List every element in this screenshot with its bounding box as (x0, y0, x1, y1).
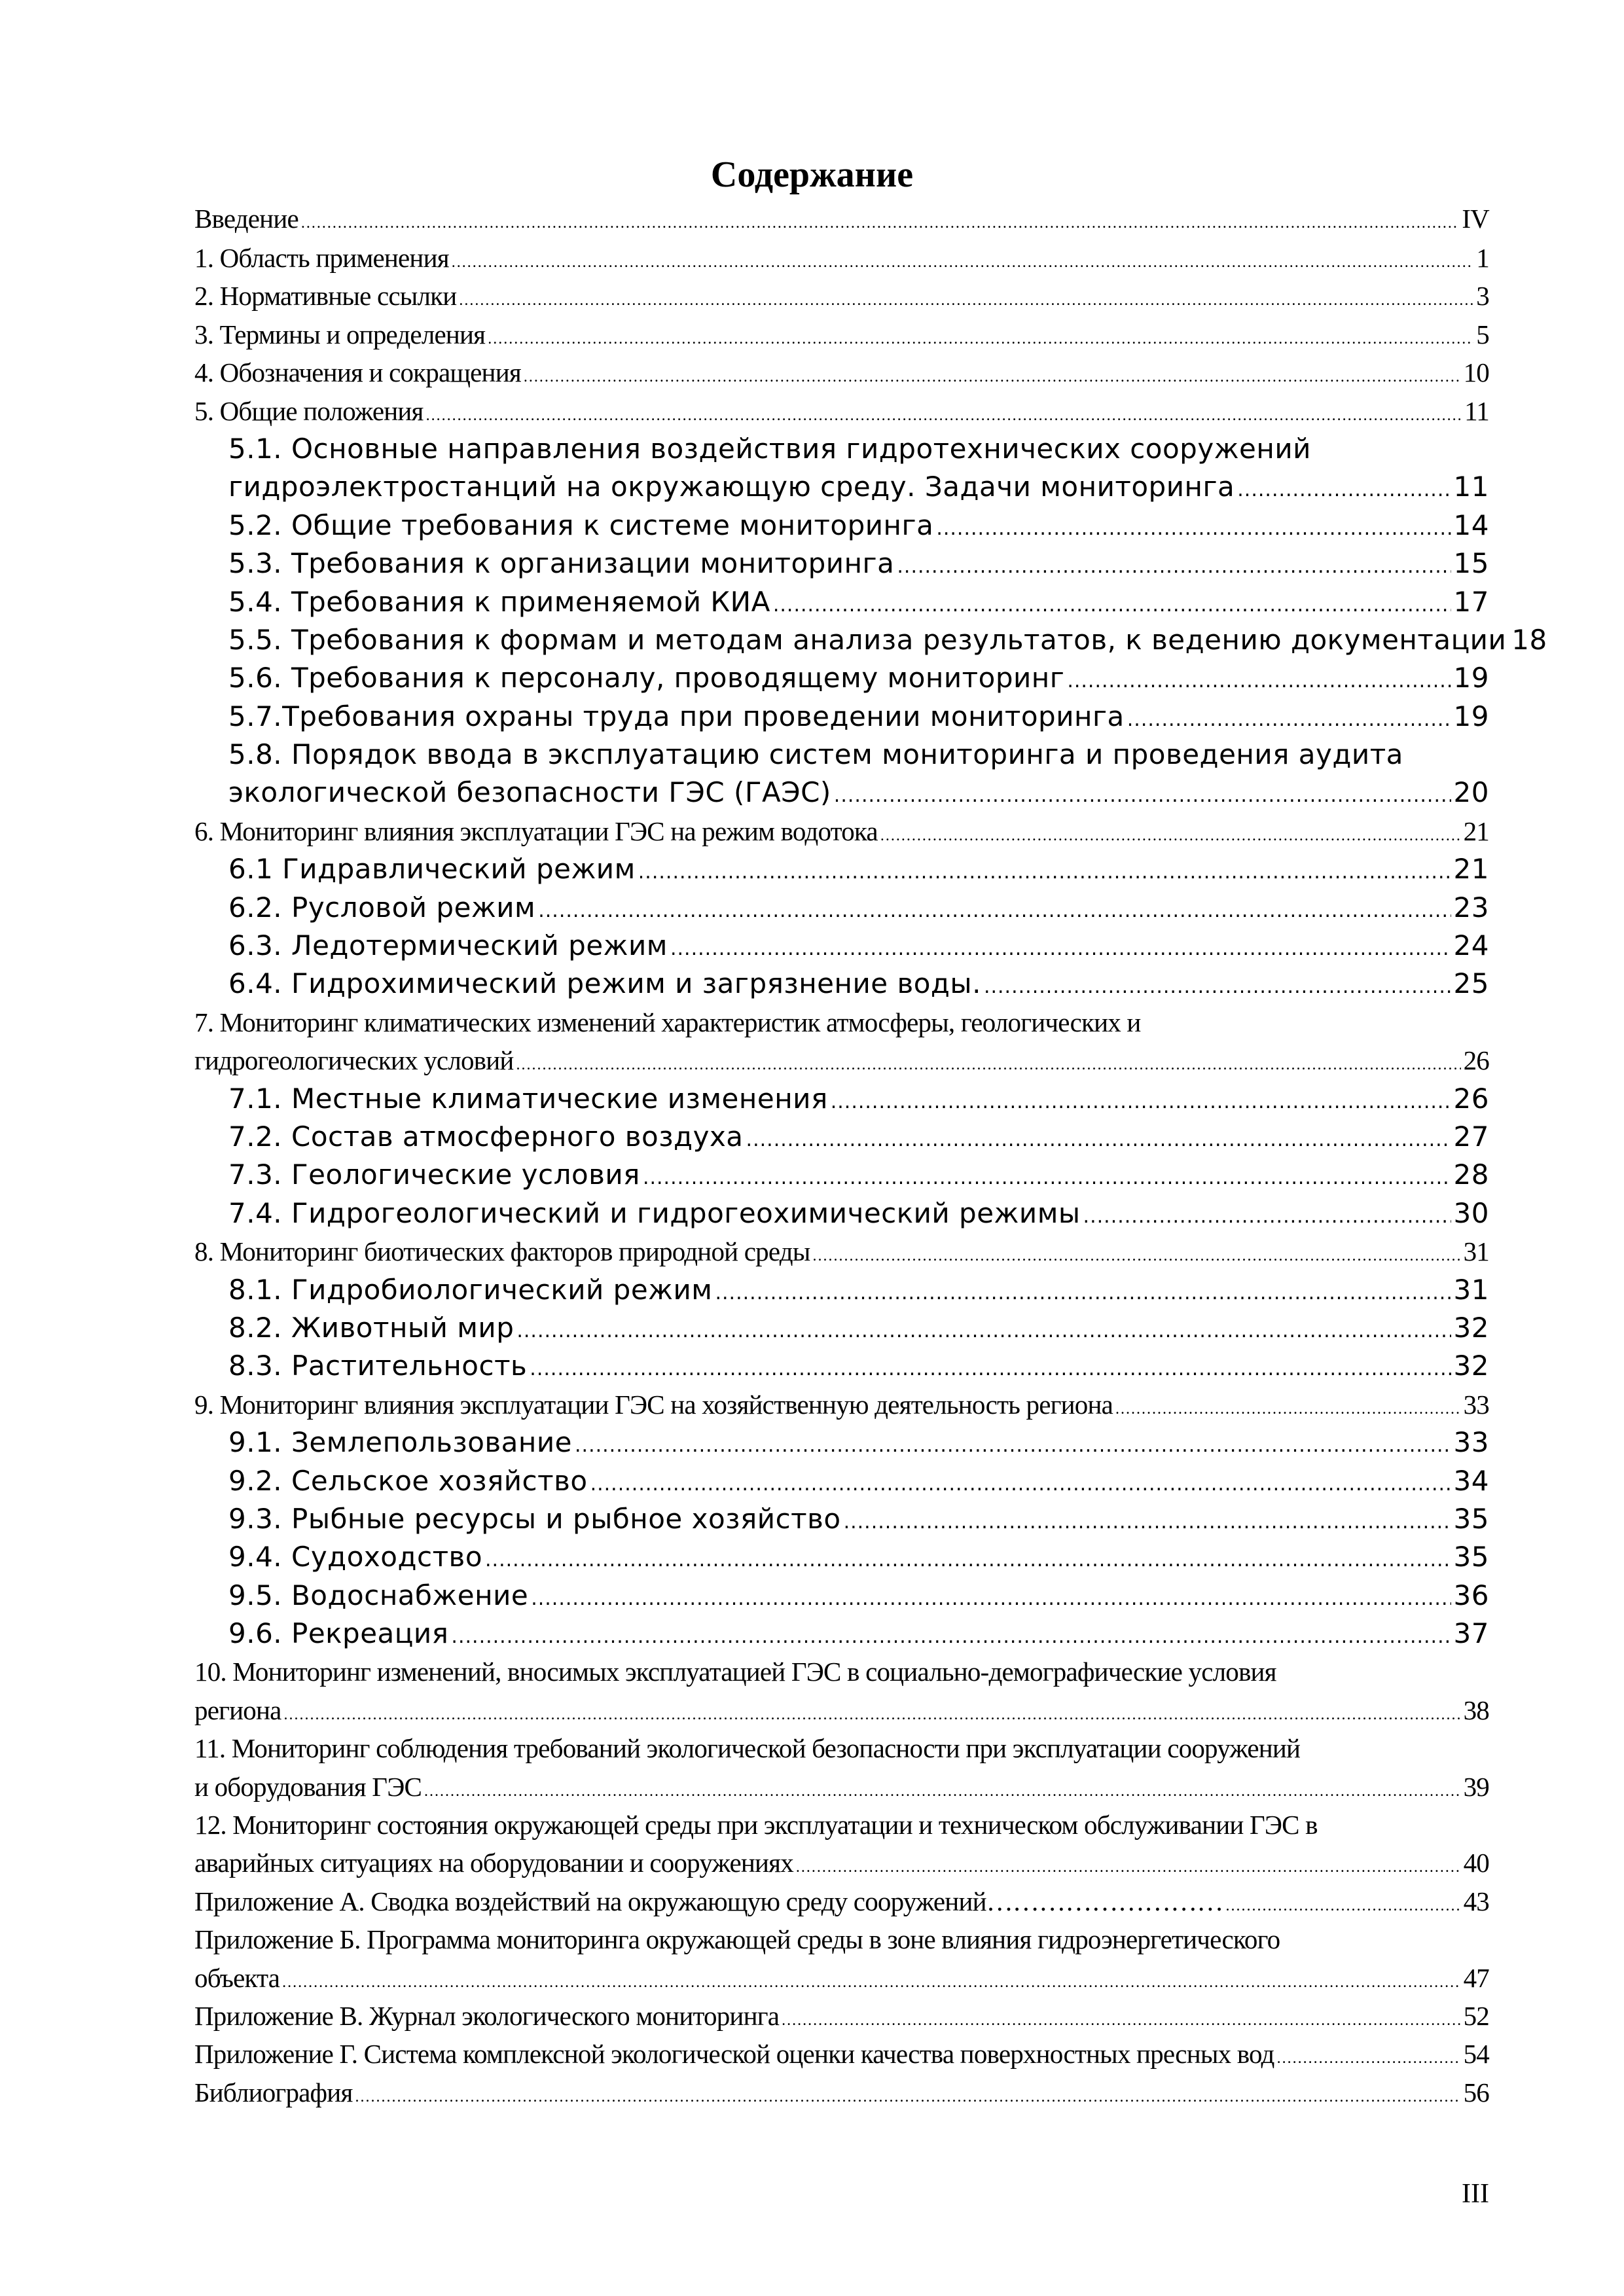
dot-leader (530, 1350, 1451, 1388)
toc-entry-page: 40 (1463, 1848, 1489, 1878)
toc-entry-page: 21 (1463, 816, 1489, 846)
toc-entry-title: Приложение В. Журнал экологического мониторинга (194, 2000, 780, 2031)
toc-entry[interactable] (194, 1232, 1489, 1270)
toc-entry[interactable] (194, 430, 1489, 468)
toc-entry-page: 35 (1453, 1502, 1489, 1535)
dot-leader (984, 968, 1451, 1006)
toc-entry-title: 7.4. Гидрогеологический и гидрогеохимический режимы (228, 1196, 1081, 1229)
toc-entry-page: 17 (1453, 585, 1489, 618)
dot-leader (813, 1237, 1461, 1275)
toc-entry-page: 31 (1463, 1236, 1489, 1267)
toc-entry[interactable] (194, 1729, 1489, 1767)
toc-entry[interactable] (194, 1309, 1489, 1347)
dot-leader (1083, 1198, 1451, 1236)
toc-entry-title: гидроэлектростанций на окружающую среду. Задачи мониторинга (228, 471, 1235, 503)
dot-leader (936, 510, 1451, 548)
toc-entry[interactable] (194, 1424, 1489, 1462)
toc-entry[interactable] (194, 545, 1489, 583)
toc-entry[interactable] (194, 1806, 1489, 1844)
toc-entry-page: 34 (1453, 1464, 1489, 1497)
toc-entry-page: 54 (1463, 2039, 1489, 2070)
toc-entry[interactable] (194, 1347, 1489, 1385)
toc-entry-page: 3 (1476, 281, 1489, 312)
toc-entry-page: 21 (1453, 853, 1489, 886)
toc-entry-title: 6.2. Русловой режим (228, 891, 536, 924)
dot-leader (538, 892, 1451, 930)
toc-entry-title: 8.3. Растительность (228, 1350, 528, 1382)
toc-entry-title: 9.4. Судоходство (228, 1541, 483, 1573)
toc-entry[interactable] (194, 1768, 1489, 1806)
toc-entry[interactable] (194, 1462, 1489, 1500)
toc-entry-page: 39 (1463, 1771, 1489, 1802)
toc-entry-page: 32 (1453, 1350, 1489, 1382)
dot-leader (1115, 1390, 1461, 1428)
toc-entry[interactable] (194, 889, 1489, 927)
table-of-contents (194, 200, 1547, 2111)
toc-entry-page: 20 (1453, 776, 1489, 809)
toc-entry-title: 5.2. Общие требования к системе мониторинга (228, 509, 934, 541)
dot-leader (488, 320, 1473, 358)
toc-entry[interactable] (194, 621, 1547, 659)
toc-entry-title: 9.5. Водоснабжение (228, 1579, 529, 1611)
toc-entry-title: 7.2. Состав атмосферного воздуха (228, 1120, 744, 1153)
toc-entry-title: 5.8. Порядок ввода в эксплуатацию систем мониторинга и проведения аудита (228, 738, 1403, 771)
toc-entry-title: 6.3. Ледотермический режим (228, 929, 668, 962)
toc-entry-title: экологической безопасности ГЭС (ГАЭС) (228, 776, 831, 809)
toc-entry[interactable] (194, 1920, 1489, 1958)
toc-entry[interactable] (194, 468, 1489, 506)
toc-entry[interactable] (194, 277, 1489, 315)
toc-entry-title: региона (194, 1695, 281, 1725)
dot-leader (1226, 1887, 1461, 1925)
toc-entry-page: 43 (1463, 1886, 1489, 1916)
toc-entry-title: 5.7.Требования охраны труда при проведении мониторинга (228, 700, 1125, 732)
dot-leader (1067, 662, 1451, 700)
toc-entry-title: 8.1. Гидробиологический режим (228, 1273, 713, 1306)
toc-entry-title: 9.1. Землепользование (228, 1426, 572, 1459)
toc-entry[interactable] (194, 583, 1489, 621)
dot-leader (831, 1083, 1451, 1121)
toc-entry-page: 31 (1453, 1273, 1489, 1306)
toc-entry-page: 19 (1453, 700, 1489, 732)
toc-entry[interactable] (194, 1997, 1489, 2035)
toc-entry-title: 4. Обозначения и сокращения (194, 357, 521, 388)
toc-entry-title: 6.4. Гидрохимический режим и загрязнение воды. (228, 967, 981, 1000)
toc-entry[interactable] (194, 1653, 1489, 1691)
toc-entry[interactable] (194, 239, 1489, 277)
toc-entry-page: 37 (1453, 1617, 1489, 1650)
toc-entry-page: 1 (1476, 243, 1489, 273)
dot-leader (301, 204, 1459, 242)
dot-leader (590, 1465, 1451, 1503)
page-title: Содержание (710, 154, 914, 195)
toc-entry-title: Приложение Г. Система комплексной экологической оценки качества поверхностных пресных вод (194, 2039, 1274, 2070)
dot-leader (1277, 2039, 1461, 2077)
toc-entry-title: 6. Мониторинг влияния эксплуатации ГЭС на режим водотока (194, 816, 878, 846)
toc-entry-page: 14 (1453, 509, 1489, 541)
toc-entry-title: 5. Общие положения (194, 395, 424, 426)
toc-entry-title: 7. Мониторинг климатических изменений характеристик атмосферы, геологических и (194, 1007, 1141, 1037)
toc-entry-page: 18 (1511, 623, 1547, 656)
toc-entry-page: 5 (1476, 319, 1489, 350)
toc-entry-title: 7.3. Геологические условия (228, 1158, 640, 1191)
toc-entry[interactable] (194, 1882, 1489, 1920)
dot-leader (284, 1696, 1461, 1734)
toc-entry[interactable] (194, 507, 1489, 545)
toc-entry-title: 12. Мониторинг состояния окружающей среды при эксплуатации и техническом обслуживании ГЭС в (194, 1810, 1318, 1840)
toc-entry-title: 3. Термины и определения (194, 319, 486, 350)
toc-entry[interactable] (194, 1959, 1489, 1997)
toc-entry[interactable] (194, 1003, 1489, 1041)
toc-entry[interactable] (194, 1080, 1489, 1118)
toc-entry-title: 9.3. Рыбные ресурсы и рыбное хозяйство (228, 1502, 841, 1535)
dot-leader (516, 1046, 1461, 1084)
toc-entry-page: 23 (1453, 891, 1489, 924)
toc-entry-title: 5.1. Основные направления воздействия гидротехнических сооружений (228, 432, 1311, 465)
toc-entry[interactable] (194, 1041, 1489, 1079)
dot-leader (796, 1848, 1461, 1886)
toc-entry-page: 11 (1464, 395, 1489, 426)
dot-leader (282, 1964, 1460, 2001)
toc-entry-title: 5.3. Требования к организации мониторинга (228, 547, 895, 580)
toc-entry-page: IV (1462, 204, 1489, 234)
dot-leader (773, 586, 1451, 624)
toc-entry-page: 35 (1453, 1541, 1489, 1573)
toc-entry[interactable] (194, 927, 1489, 965)
toc-entry-page: 32 (1453, 1311, 1489, 1344)
toc-entry-title: 9. Мониторинг влияния эксплуатации ГЭС на хозяйственную деятельность региона (194, 1389, 1113, 1420)
toc-entry[interactable] (194, 353, 1489, 391)
toc-entry-page: 26 (1453, 1082, 1489, 1115)
toc-entry-title: и оборудования ГЭС (194, 1771, 422, 1802)
dot-leader (638, 853, 1451, 891)
toc-entry-title: 1. Область применения (194, 243, 449, 273)
dot-leader (426, 397, 1462, 435)
dot-leader (451, 1618, 1451, 1656)
toc-entry-title: Приложение Б. Программа мониторинга окружающей среды в зоне влияния гидроэнергетического (194, 1924, 1280, 1955)
toc-entry-title: 2. Нормативные ссылки (194, 281, 457, 312)
dot-leader (844, 1503, 1451, 1541)
toc-entry[interactable] (194, 698, 1489, 736)
dot-leader (424, 1772, 1461, 1810)
toc-entry-page: 38 (1463, 1695, 1489, 1725)
toc-entry-title: Введение (194, 204, 298, 234)
toc-entry[interactable] (194, 774, 1489, 812)
toc-entry-title: 5.6. Требования к персоналу, проводящему мониторинг (228, 662, 1065, 694)
toc-entry-title: 5.5. Требования к формам и методам анализа результатов, к ведению документации (228, 623, 1507, 656)
toc-entry[interactable] (194, 1844, 1489, 1882)
toc-entry-title: объекта (194, 1962, 280, 1993)
toc-entry-title: 5.4. Требования к применяемой КИА (228, 585, 770, 618)
toc-entry[interactable] (194, 850, 1489, 888)
toc-entry-page: 10 (1463, 357, 1489, 388)
toc-entry-title: Библиография (194, 2077, 353, 2108)
toc-entry[interactable] (194, 812, 1489, 850)
toc-entry-page: 15 (1453, 547, 1489, 580)
toc-entry-page: 33 (1463, 1389, 1489, 1420)
toc-entry-title: 9.2. Сельское хозяйство (228, 1464, 588, 1497)
toc-entry-page: 19 (1453, 662, 1489, 694)
dot-leader (452, 243, 1474, 281)
dot-leader (643, 1159, 1451, 1197)
toc-entry-page: 52 (1463, 2000, 1489, 2031)
toc-entry-page: 27 (1453, 1120, 1489, 1153)
toc-entry-page: 30 (1453, 1196, 1489, 1229)
toc-entry-title: 7.1. Местные климатические изменения (228, 1082, 828, 1115)
toc-entry[interactable] (194, 1538, 1489, 1576)
dot-leader (746, 1121, 1451, 1159)
toc-entry-page: 33 (1453, 1426, 1489, 1459)
dot-leader (1127, 701, 1451, 739)
toc-entry[interactable] (194, 1577, 1489, 1615)
dot-leader (516, 1312, 1451, 1350)
dot-leader (531, 1580, 1451, 1618)
dot-leader (670, 930, 1451, 968)
toc-entry-page: 56 (1463, 2077, 1489, 2108)
dot-leader (1237, 471, 1451, 509)
dot-leader (715, 1274, 1451, 1312)
toc-entry-page: 25 (1453, 967, 1489, 1000)
dot-leader (459, 281, 1473, 319)
toc-entry[interactable] (194, 2035, 1489, 2073)
toc-entry-title: 9.6. Рекреация (228, 1617, 449, 1650)
toc-entry[interactable] (194, 659, 1489, 697)
toc-entry[interactable] (194, 1386, 1489, 1424)
dot-leader (782, 2001, 1460, 2039)
toc-entry-title: 8. Мониторинг биотических факторов природной среды (194, 1236, 810, 1267)
toc-entry-title: гидрогеологических условий (194, 1045, 514, 1076)
toc-entry[interactable] (194, 1500, 1489, 1538)
toc-entry-page: 26 (1463, 1045, 1489, 1076)
toc-entry[interactable] (194, 1194, 1489, 1232)
toc-entry-page: 11 (1453, 471, 1489, 503)
toc-entry-page: 28 (1453, 1158, 1489, 1191)
toc-entry-title: 10. Мониторинг изменений, вносимых эксплуатацией ГЭС в социально-демографические условия (194, 1657, 1276, 1687)
dot-leader (485, 1541, 1451, 1579)
toc-entry-page: 36 (1453, 1579, 1489, 1611)
toc-entry-title: 8.2. Животный мир (228, 1311, 514, 1344)
toc-entry[interactable] (194, 965, 1489, 1003)
toc-entry[interactable] (194, 1118, 1489, 1156)
dot-leader (575, 1427, 1451, 1465)
dot-leader (897, 548, 1451, 586)
toc-entry-title: Приложение А. Сводка воздействий на окружающую среду сооружений……………………… (194, 1886, 1223, 1916)
toc-entry[interactable] (194, 392, 1489, 430)
toc-entry[interactable] (194, 1615, 1489, 1653)
dot-leader (880, 817, 1461, 855)
toc-entry-title: 6.1 Гидравлический режим (228, 853, 636, 886)
page-number: III (1462, 2179, 1489, 2209)
dot-leader (524, 358, 1461, 396)
toc-entry[interactable] (194, 2073, 1489, 2111)
toc-entry[interactable] (194, 200, 1489, 239)
toc-entry[interactable] (194, 315, 1489, 353)
toc-entry-title: аварийных ситуациях на оборудовании и сооружениях (194, 1848, 793, 1878)
toc-entry-page: 24 (1453, 929, 1489, 962)
dot-leader (355, 2078, 1461, 2116)
toc-entry-title: 11. Мониторинг соблюдения требований экологической безопасности при эксплуатации сооружений (194, 1733, 1301, 1764)
toc-entry[interactable] (194, 1156, 1489, 1194)
dot-leader (834, 777, 1451, 815)
toc-entry[interactable] (194, 1691, 1489, 1729)
toc-entry-page: 47 (1463, 1962, 1489, 1993)
toc-entry[interactable] (194, 736, 1489, 774)
toc-entry[interactable] (194, 1271, 1489, 1309)
